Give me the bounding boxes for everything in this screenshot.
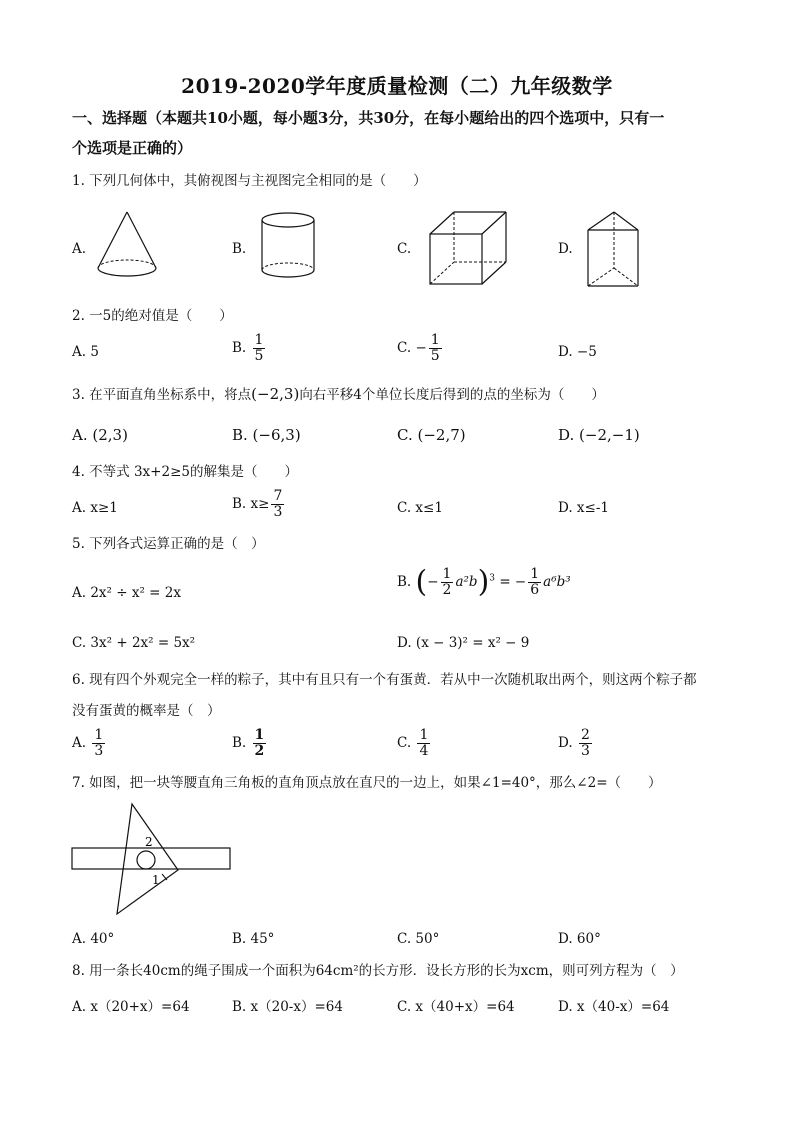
question-8-stem: 8. 用一条长40cm的绳子围成一个面积为64cm²的长方形．设长方形的长为xcm，则可列方程为（ ） [72, 963, 684, 979]
fraction [253, 728, 267, 759]
q5-option-c: C. 3x² + 2x² = 5x² [72, 635, 196, 651]
q2-option-b [232, 333, 267, 364]
q6-option-b-label: B. [232, 735, 247, 751]
numerator: 1 [430, 332, 440, 348]
q8-option-d: D. x（40-x）=64 [558, 999, 670, 1015]
q6-option-c [397, 728, 432, 759]
section-header-line1: 一、选择题（本题共10小题，每小题3分，共30分，在每小题给出的四个选项中，只有一 [72, 109, 665, 127]
fraction [441, 567, 454, 598]
q1-option-b-label: B. [232, 241, 247, 257]
question-1-stem: 1. 下列几何体中，其俯视图与主视图完全相同的是（ ） [72, 173, 427, 189]
q3-option-a: A. (2,3) [72, 426, 128, 444]
q2-option-c-label: C. [397, 340, 412, 356]
numerator: 1 [94, 727, 104, 743]
q5-option-b [397, 564, 571, 600]
q1-option-a-label: A. [72, 241, 87, 257]
q3-option-d: D. (−2,−1) [558, 426, 640, 444]
fraction [429, 333, 442, 364]
left-paren: ( [415, 564, 428, 600]
q2-option-d: D. −5 [558, 344, 597, 360]
question-7-stem: 7. 如图，把一块等腰直角三角板的直角顶点放在直尺的一边上，如果∠1=40°，那么∠2=（ ） [72, 775, 662, 791]
question-6-stem [72, 669, 732, 722]
fraction [92, 728, 105, 759]
equals-neg: = − [499, 574, 527, 590]
hole-circle [137, 851, 155, 869]
numerator: 1 [254, 332, 264, 348]
q6-option-b [232, 728, 268, 759]
question-3-stem [72, 383, 732, 406]
q7-option-a: A. 40° [72, 931, 115, 947]
denominator: 2 [254, 743, 265, 759]
q3-option-b: B. (−6,3) [232, 426, 301, 444]
q2-option-c [397, 333, 444, 364]
question-5-stem: 5. 下列各式运算正确的是（ ） [72, 536, 265, 552]
question-4-stem: 4. 不等式 3x+2≥5的解集是（ ） [72, 464, 298, 480]
section-header [72, 103, 732, 163]
q8-option-c: C. x（40+x）=64 [397, 999, 515, 1015]
q2-option-a: A. 5 [72, 344, 99, 360]
result-term: a⁶b³ [543, 574, 571, 590]
q3-option-c: C. (−2,7) [397, 426, 466, 444]
angle-1-label: 1 [152, 873, 160, 887]
q6-option-a-label: A. [72, 735, 87, 751]
denominator: 5 [254, 348, 264, 364]
q6-option-c-label: C. [397, 735, 412, 751]
cylinder-icon [258, 210, 318, 282]
q6-stem-line1: 6. 现有四个外观完全一样的粽子，其中有且只有一个有蛋黄．若从中一次随机取出两个，则这两个粽子都 [72, 672, 697, 688]
denominator: 5 [430, 348, 440, 364]
minus-sign: − [427, 574, 439, 590]
q4-option-d: D. x≤-1 [558, 500, 610, 516]
cone-icon [92, 208, 162, 280]
section-header-line2: 个选项是正确的） [72, 139, 193, 157]
denominator: 2 [442, 582, 452, 598]
numerator: 1 [419, 727, 429, 743]
ruler-triangle-figure [70, 800, 234, 918]
triangular-prism-icon [586, 210, 642, 290]
inner-term: a²b [455, 574, 478, 590]
numerator: 2 [580, 727, 590, 743]
q2-option-b-label: B. [232, 340, 247, 356]
q5-option-b-label: B. [397, 574, 412, 590]
q7-option-d: D. 60° [558, 931, 601, 947]
ruler-shape [72, 848, 230, 869]
q7-option-c: C. 50° [397, 931, 440, 947]
triangle-shape [117, 804, 178, 914]
fraction [528, 567, 541, 598]
numerator: 1 [254, 727, 265, 743]
numerator: 7 [273, 488, 283, 504]
power: 3 [489, 573, 496, 584]
q8-option-a: A. x（20+x）=64 [72, 999, 190, 1015]
denominator: 6 [530, 582, 540, 598]
fraction [253, 333, 266, 364]
denominator: 3 [273, 504, 283, 520]
q4-option-b [232, 489, 286, 520]
denominator: 3 [580, 743, 590, 759]
q1-option-d-label: D. [558, 241, 573, 257]
right-paren: ) [477, 564, 490, 600]
q1-option-c-label: C. [397, 241, 412, 257]
question-2-stem: 2. 一5的绝对值是（ ） [72, 308, 233, 324]
denominator: 4 [419, 743, 429, 759]
q4-option-a: A. x≥1 [72, 500, 118, 516]
page-title: 2019-2020学年度质量检测（二）九年级数学 [181, 74, 613, 98]
numerator: 1 [530, 566, 540, 582]
angle-2-label: 2 [145, 835, 153, 849]
fraction [579, 728, 592, 759]
fraction [271, 489, 284, 520]
fraction [417, 728, 430, 759]
q7-option-b: B. 45° [232, 931, 275, 947]
cube-icon [428, 210, 508, 286]
q4-option-b-label: B. x≥ [232, 496, 270, 512]
q4-option-c: C. x≤1 [397, 500, 443, 516]
q6-option-d [558, 728, 594, 759]
q3-stem-post: 向右平移4个单位长度后得到的点的坐标为（ ） [299, 387, 605, 403]
q6-option-a [72, 728, 107, 759]
q6-stem-line2: 没有蛋黄的概率是（ ） [72, 703, 221, 719]
q3-stem-pre: 3. 在平面直角坐标系中，将点 [72, 387, 252, 403]
q5-option-d: D. (x − 3)² = x² − 9 [397, 635, 530, 651]
numerator: 1 [442, 566, 452, 582]
q8-option-b: B. x（20-x）=64 [232, 999, 343, 1015]
q6-option-d-label: D. [558, 735, 573, 751]
q5-option-a: A. 2x² ÷ x² = 2x [72, 585, 181, 601]
q3-stem-point: (−2,3) [251, 385, 300, 403]
denominator: 3 [94, 743, 104, 759]
minus-sign: − [415, 340, 427, 356]
